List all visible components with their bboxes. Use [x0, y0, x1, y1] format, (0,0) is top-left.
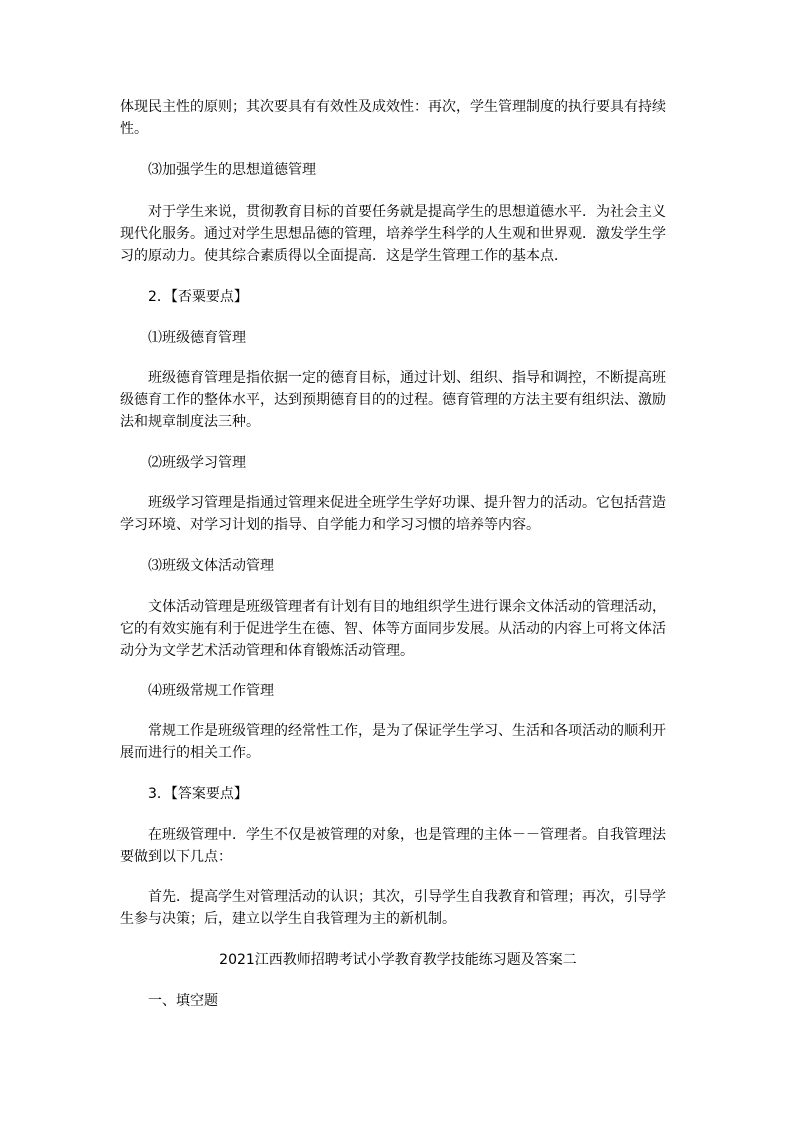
heading-class-activity-management: ⑶班级文体活动管理	[148, 558, 274, 574]
heading-answer-3: 3．【答案要点】	[148, 786, 248, 802]
document-title-part-two: 2021江西教师招聘考试小学教育教学技能练习题及答案二	[219, 952, 577, 968]
heading-class-study-management: ⑵班级学习管理	[148, 455, 246, 471]
paragraph-class-study-management: 班级学习管理是指通过管理来促进全班学生学好功课、提升智力的活动。它包括营造学习环境、对学习计划的指导、自学能力和学习习惯的培养等内容。	[120, 495, 666, 533]
heading-moral-management: ⑶加强学生的思想道德管理	[148, 162, 316, 178]
paragraph-class-routine-management: 常规工作是班级管理的经常性工作，是为了保证学生学习、生活和各项活动的顺利开展而进行的相关工作。	[120, 723, 666, 761]
paragraph-class-activity-management: 文体活动管理是班级管理者有计划有目的地组织学生进行课余文体活动的管理活动，它的有效实施有利于促进学生在德、智、体等方面同步发展。从活动的内容上可将文体活动分为文学艺术活动管理和体育锻炼活动管理。	[120, 599, 666, 659]
heading-class-routine-management: ⑷班级常规工作管理	[148, 683, 274, 699]
heading-class-moral-management: ⑴班级德育管理	[148, 330, 246, 346]
heading-answer-2: 2．【否粟要点】	[148, 289, 248, 305]
paragraph-moral-management: 对于学生来说，贯彻教育目标的首要任务就是提高学生的思想道德水平．为社会主义现代化服务。通过对学生思想品德的管理，培养学生科学的人生观和世界观．激发学生学习的原动力。使其综合素质得以全面提高．这是学生管理工作的基本点．	[120, 204, 666, 264]
paragraph-continued: 体现民主性的原则；其次要具有有效性及成效性：再次，学生管理制度的执行要具有持续性。	[120, 99, 666, 137]
paragraph-self-management: 在班级管理中．学生不仅是被管理的对象，也是管理的主体－－管理者。自我管理法要做到以下几点：	[120, 827, 666, 865]
paragraph-self-management-steps: 首先．提高学生对管理活动的认识；其次，引导学生自我教育和管理；再次，引导学生参与决策；后，建立以学生自我管理为主的新机制。	[120, 889, 666, 927]
section-fill-in-blanks: 一、填空题	[148, 993, 218, 1009]
paragraph-class-moral-management: 班级德育管理是指依据一定的德育目标，通过计划、组织、指导和调控，不断提高班级德育工作的整体水平，达到预期德育目的的过程。德育管理的方法主要有组织法、激励法和规章制度法三种。	[120, 370, 666, 430]
